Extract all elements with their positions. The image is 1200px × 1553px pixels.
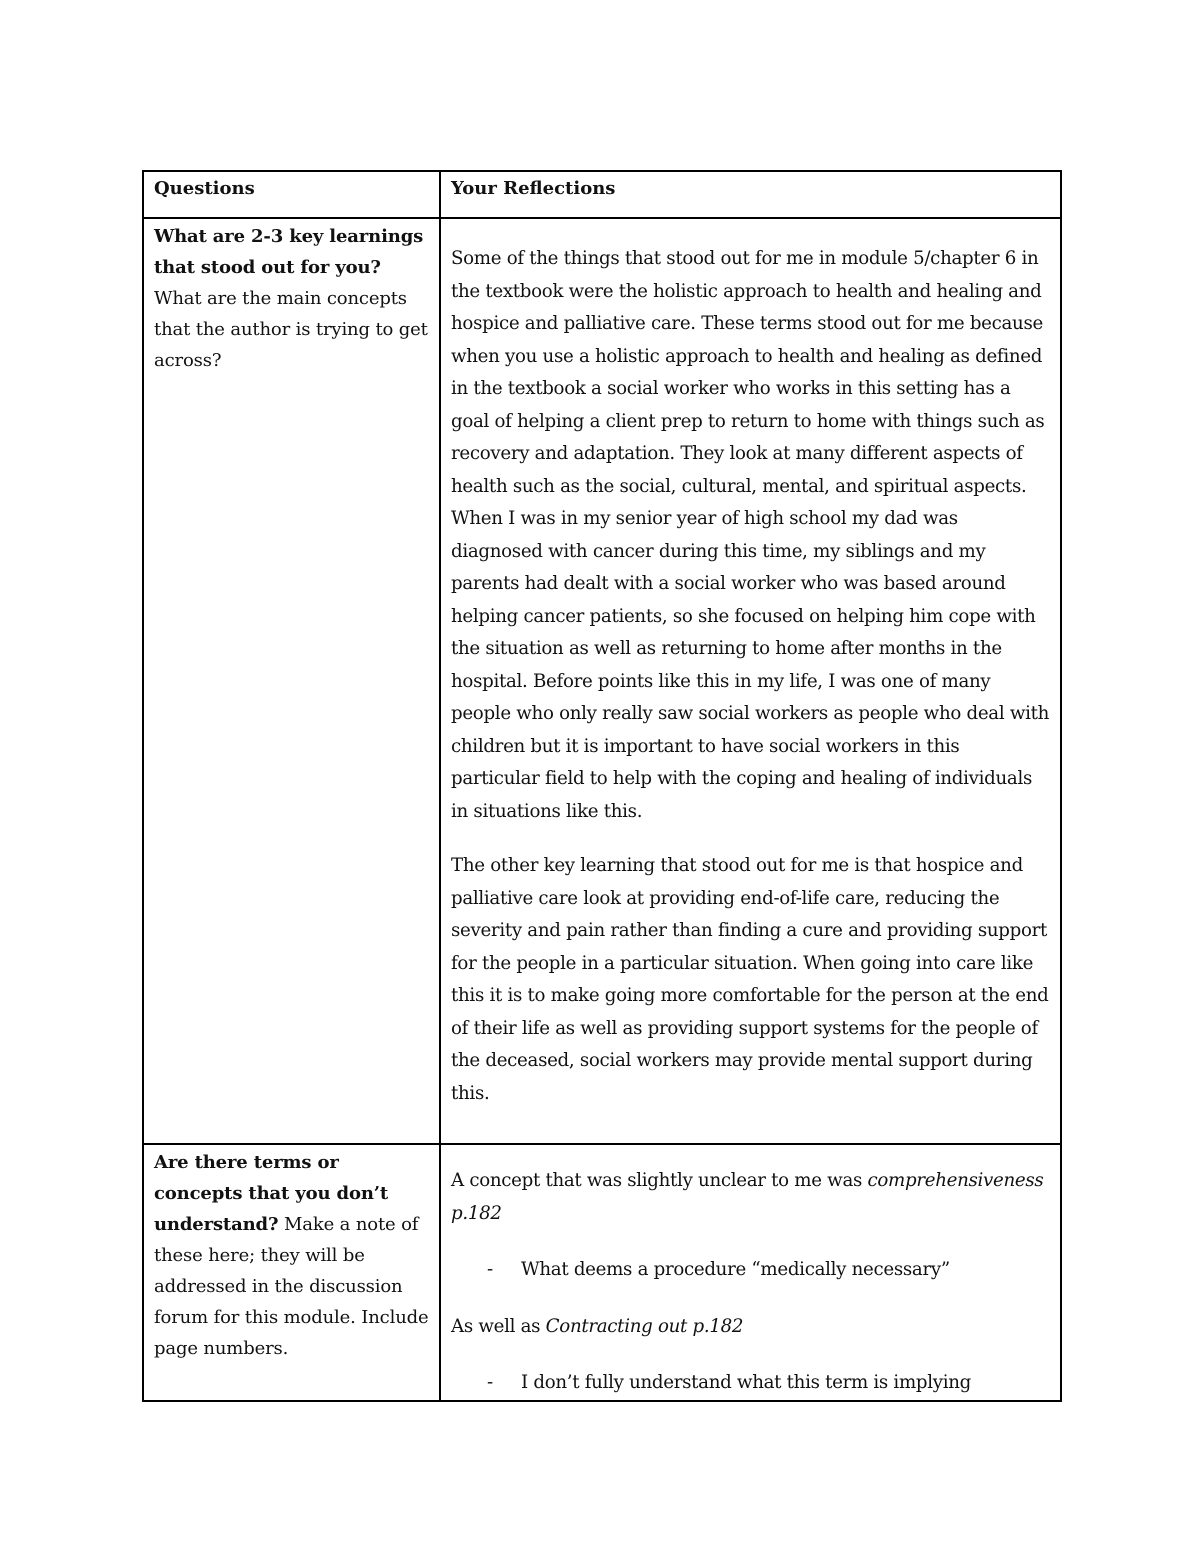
unclear-concept-line-2 [451,1311,1050,1344]
bullet-text-term-implying: I don’t fully understand what this term is implying [521,1372,971,1393]
table-header-row [143,171,1061,218]
question-unclear-terms-prompt: Make a note of these here; they will be addressed in the discussion forum for this module. Include page numbers. [154,1214,429,1359]
reflection-paragraph-1: Some of the things that stood out for me in module 5/chapter 6 in the textbook were the holistic approach to health and healing and hospice and palliative care. These terms stood out for me because when you use a holistic approach to health and healing as defined in the textbook a social worker who works in this setting has a goal of helping a client prep to return to home with things such as recovery and adaptation. They look at many different aspects of health such as the social, cultural, mental, and spiritual aspects. When I was in my senior year of high school my dad was diagnosed with cancer during this time, my siblings and my parents had dealt with a social worker who was based around helping cancer patients, so she focused on helping him cope with the situation as well as returning to home after months in the hospital. Before points like this in my life, I was one of many people who only really saw social workers as people who deal with children but it is important to have social workers in this particular field to help with the coping and healing of individuals in situations like this. [451,248,1050,822]
header-reflections-label: Your Reflections [451,178,616,199]
reflection-cell-unclear-terms [440,1144,1061,1401]
reflection-cell-key-learnings [440,218,1061,1144]
question-cell-key-learnings [143,218,440,1144]
reflection-paragraph-2: The other key learning that stood out for me is that hospice and palliative care look at providing end-of-life care, reducing the severity and pain rather than finding a cure and providing support for the people in a particular situation. When going into care like this it is to make going more comfortable for the person at the end of their life as well as providing support systems for the people of the deceased, social workers may provide mental support during this. [451,855,1049,1104]
list-item [451,1367,1050,1400]
unclear-term-contracting-out: Contracting out p.182 [545,1315,744,1337]
reflection-table [142,170,1062,1402]
question-cell-unclear-terms [143,1144,440,1401]
header-cell-questions [143,171,440,218]
unclear-term-comprehensiveness: comprehensiveness p.182 [451,1170,1044,1224]
bullet-dash: - [487,1372,493,1393]
question-unclear-terms-bold: Are there terms or concepts that you don’t understand? [154,1152,389,1235]
list-item [451,1254,1050,1287]
bullet-text-medically-necessary: What deems a procedure “medically necessary” [521,1259,950,1280]
header-cell-reflections [440,171,1061,218]
table-row [143,218,1061,1144]
question-key-learnings-prompt: What are the main concepts that the author is trying to get across? [154,288,428,371]
unclear-concept-as-well-as: As well as [451,1315,541,1337]
table-row [143,1144,1061,1401]
unclear-concept-intro: A concept that was slightly unclear to me was [451,1170,863,1191]
header-questions-label: Questions [154,178,255,199]
bullet-dash: - [487,1259,493,1280]
question-key-learnings-bold: What are 2-3 key learnings that stood out for you? [154,226,424,278]
unclear-concept-line-1 [451,1165,1050,1230]
